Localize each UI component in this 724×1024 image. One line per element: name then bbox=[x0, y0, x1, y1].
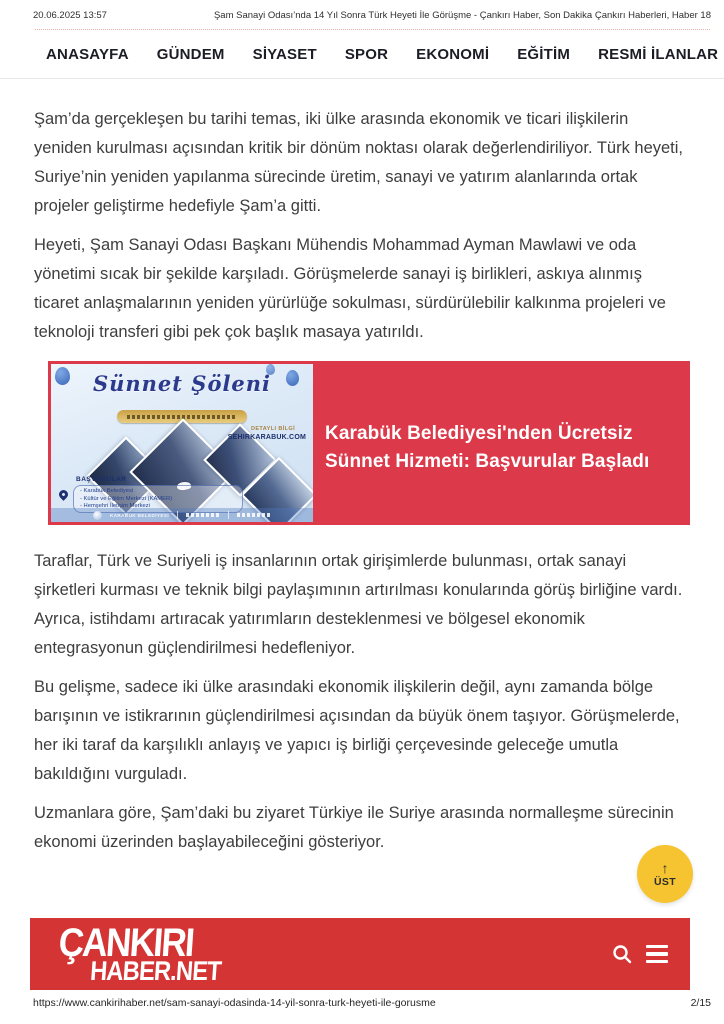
related-news-headline[interactable]: Karabük Belediyesi'nden Ücretsiz Sünnet Hizmeti: Başvurular Başladı bbox=[325, 423, 650, 472]
poster-application-item: - Hemşehri İletişim Merkezi bbox=[80, 503, 150, 510]
search-button[interactable] bbox=[610, 942, 634, 966]
menu-button[interactable] bbox=[646, 945, 668, 964]
site-logo-line2: HABER.NET bbox=[89, 956, 222, 986]
poster-logo-strip bbox=[51, 508, 313, 522]
main-nav bbox=[0, 30, 724, 79]
article-paragraph: Bu gelişme, sadece iki ülke arasındaki ekonomik ilişkilerin değil, aynı zamanda bölge barışının ve istikrarının güçlendirilmesi açısından da büyük önem taşıyor. Görüşmelerde, her iki taraf da karşılıklı anlayış ve yapıcı iş birliği çerçevesinde geleceğe umutla bakıldığını vurguladı. bbox=[34, 678, 680, 783]
divider bbox=[177, 511, 178, 519]
poster-applications-title: BAŞVURULAR bbox=[76, 476, 127, 483]
poster-info-label: DETAYLI BİLGİ bbox=[250, 426, 295, 432]
page-title: Şam Sanayi Odası’nda 14 Yıl Sonra Türk Heyeti İle Görüşme - Çankırı Haber, Son Dakika Çankırı Haberleri, Haber 18 bbox=[213, 10, 711, 21]
print-datetime: 20.06.2025 13:57 bbox=[33, 10, 107, 21]
article-paragraph: Uzmanlara göre, Şam’daki bu ziyaret Türkiye ile Suriye arasında normalleşme sürecinin ekonomi üzerinden başlayabileceğini gösteriyor. bbox=[34, 804, 674, 851]
poster-title: Sünnet Şöleni bbox=[92, 371, 272, 396]
print-header bbox=[0, 0, 724, 26]
footer-icons bbox=[610, 942, 668, 966]
related-news-headline-area bbox=[316, 361, 690, 525]
print-footer bbox=[33, 997, 711, 1009]
poster-website: SEHIRKARABUK.COM bbox=[227, 434, 306, 441]
print-url: https://www.cankirihaber.net/sam-sanayi-odasinda-14-yil-sonra-turk-heyeti-ile-gorusme bbox=[33, 997, 436, 1009]
nav-item-anasayfa[interactable]: ANASAYFA bbox=[46, 46, 129, 63]
article-paragraph: Heyeti, Şam Sanayi Odası Başkanı Mühendis Mohammad Ayman Mawlawi ve oda yönetimi sıcak bir şekilde karşıladı. Görüşmelerde sanayi iş birlikleri, askıya alınmış ticaret anlaşmalarının yeniden yürürlüğe sokulması, sürdürülebilir kalkınma projeleri ve teknoloji transferi gibi pek çok başlık masaya yatırıldı. bbox=[34, 236, 666, 341]
municipality-logo-icon bbox=[93, 511, 102, 520]
site-logo-line1: ÇANKIRI bbox=[57, 921, 195, 965]
page-indicator: 2/15 bbox=[690, 997, 711, 1009]
location-pin-icon bbox=[57, 488, 70, 501]
scroll-to-top-button[interactable] bbox=[637, 845, 693, 903]
arrow-up-icon: ↑ bbox=[661, 859, 669, 876]
article-paragraph: Şam’da gerçekleşen bu tarihi temas, iki ülke arasında ekonomik ve ticari ilişkilerin yeniden kurulması açısından kritik bir dönüm noktası olarak değerlendiriliyor. Türk heyeti, Suriye’nin yeniden yapılanma sürecinde üretim, sanayi ve yatırım alanlarında ortak projeler geliştirme hedefiyle Şam’a gitti. bbox=[34, 110, 684, 215]
partner-logo bbox=[237, 513, 271, 517]
search-icon bbox=[610, 942, 634, 966]
poster-application-item: - Karabük Belediyesi bbox=[80, 488, 134, 494]
poster-application-item: - Kültür ve Eğitim Merkezi (KAMER) bbox=[80, 495, 173, 502]
nav-item-ekonomi[interactable]: EKONOMİ bbox=[416, 46, 490, 63]
nav-item-siyaset[interactable]: SİYASET bbox=[252, 46, 317, 63]
nav-item-gundem[interactable]: GÜNDEM bbox=[156, 46, 225, 63]
article-body bbox=[0, 105, 724, 857]
hamburger-icon bbox=[646, 945, 668, 964]
nav-item-egitim[interactable]: EĞİTİM bbox=[517, 46, 571, 63]
poster-footer-brand: KARABÜK BELEDİYESİ bbox=[109, 512, 169, 518]
nav-item-spor[interactable]: SPOR bbox=[344, 46, 389, 63]
partner-logo bbox=[186, 513, 220, 517]
related-news-card[interactable] bbox=[48, 361, 690, 525]
site-footer-bar bbox=[30, 918, 690, 990]
article-paragraph: Taraflar, Türk ve Suriyeli iş insanlarının ortak girişimlerde bulunması, ortak sanayi şirketleri kurması ve teknik bilgi paylaşımının artırılması konularında görüş birliğine vardı. Ayrıca, istihdamı artıracak yatırımların desteklenmesi ve bölgesel ekonomik entegrasyonun güçlendirilmesi hedefleniyor. bbox=[34, 552, 683, 657]
scroll-to-top-label: ÜST bbox=[654, 875, 676, 888]
nav-item-resmi-ilanlar[interactable]: RESMİ İLANLAR bbox=[598, 46, 719, 63]
site-logo[interactable] bbox=[56, 921, 224, 986]
promo-poster-image bbox=[51, 364, 313, 522]
divider bbox=[228, 511, 229, 519]
